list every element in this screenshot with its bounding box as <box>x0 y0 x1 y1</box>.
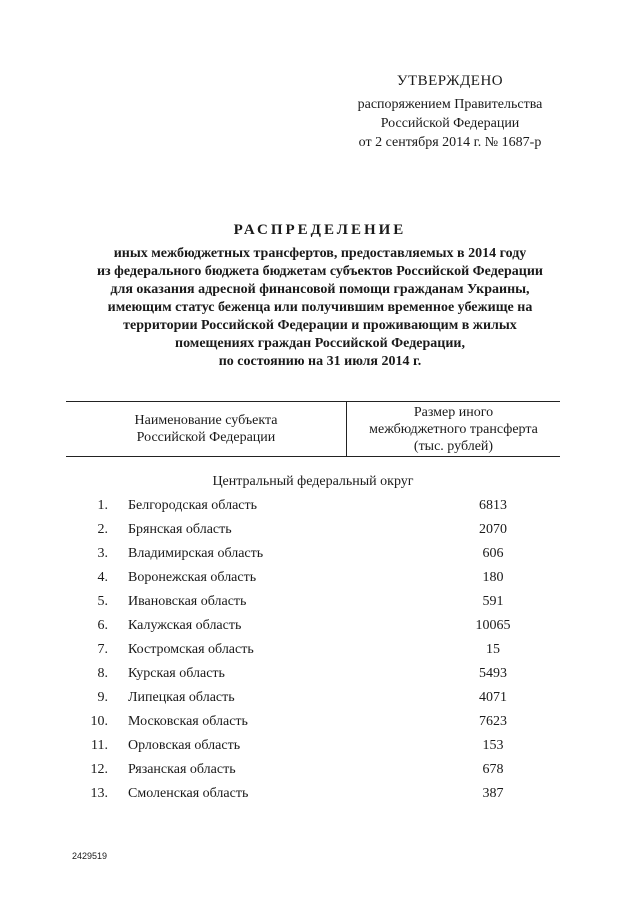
row-region-name: Рязанская область <box>128 762 236 777</box>
column-header-name: Наименование субъекта Российской Федерации <box>66 402 347 456</box>
row-transfer-value: 153 <box>482 738 504 753</box>
row-number: 12. <box>90 762 108 777</box>
table-row <box>66 590 560 614</box>
table-row <box>66 662 560 686</box>
table-header <box>66 401 560 457</box>
row-transfer-value: 606 <box>482 546 504 561</box>
row-transfer-value: 180 <box>482 570 504 585</box>
table-row <box>66 614 560 638</box>
table-row <box>66 638 560 662</box>
row-region-name: Костромская область <box>128 642 254 657</box>
row-number: 7. <box>97 642 108 657</box>
table-row <box>66 782 560 806</box>
approval-line-2: Российской Федерации <box>380 116 520 131</box>
table-row <box>66 686 560 710</box>
row-transfer-value: 7623 <box>479 714 507 729</box>
column-header-value: Размер иного межбюджетного трансферта (тыс. рублей) <box>369 404 538 454</box>
table-row <box>66 494 560 518</box>
row-region-name: Владимирская область <box>128 546 264 561</box>
row-number: 6. <box>97 618 108 633</box>
table-row <box>66 542 560 566</box>
document-heading <box>40 222 600 371</box>
row-number: 3. <box>97 546 108 561</box>
row-transfer-value: 4071 <box>479 690 507 705</box>
approval-block <box>330 72 570 152</box>
row-number: 10. <box>90 714 108 729</box>
table-body <box>66 494 560 806</box>
table-row <box>66 566 560 590</box>
row-number: 1. <box>97 498 108 513</box>
row-transfer-value: 591 <box>482 594 504 609</box>
row-number: 5. <box>97 594 108 609</box>
approval-line-3: от 2 сентября 2014 г. № 1687-р <box>358 135 542 150</box>
row-transfer-value: 10065 <box>475 618 511 633</box>
row-number: 4. <box>97 570 108 585</box>
document-subtitle: иных межбюджетных трансфертов, предоставляемых в 2014 году из федерального бюджета бюджетам субъектов Российской Федерации для оказания адресной финансовой помощи гражданам Украины, имеющим статус беженца или получившим временное убежище на территории Российской Федерации и проживающим в жилых помещениях граждан Российской Федерации, по состоянию на 31 июля 2014 г. <box>96 246 543 369</box>
row-region-name: Ивановская область <box>128 594 247 609</box>
row-number: 13. <box>90 786 108 801</box>
document-title: РАСПРЕДЕЛЕНИЕ <box>233 222 407 238</box>
row-region-name: Брянская область <box>128 522 232 537</box>
document-code: 2429519 <box>72 851 108 861</box>
row-region-name: Московская область <box>128 714 248 729</box>
row-region-name: Белгородская область <box>128 498 258 513</box>
row-number: 8. <box>97 666 108 681</box>
row-number: 11. <box>91 738 108 753</box>
row-transfer-value: 5493 <box>479 666 507 681</box>
table-row <box>66 518 560 542</box>
approval-line-1: распоряжением Правительства <box>357 97 543 112</box>
row-region-name: Орловская область <box>128 738 241 753</box>
row-number: 9. <box>97 690 108 705</box>
row-transfer-value: 2070 <box>479 522 507 537</box>
row-region-name: Калужская область <box>128 618 242 633</box>
table-row <box>66 734 560 758</box>
row-region-name: Липецкая область <box>128 690 235 705</box>
approved-label: УТВЕРЖДЕНО <box>396 73 504 89</box>
district-heading: Центральный федеральный округ <box>212 474 414 489</box>
row-transfer-value: 678 <box>482 762 504 777</box>
row-number: 2. <box>97 522 108 537</box>
row-region-name: Смоленская область <box>128 786 249 801</box>
table-row <box>66 710 560 734</box>
table-row <box>66 758 560 782</box>
row-transfer-value: 6813 <box>479 498 507 513</box>
row-transfer-value: 387 <box>482 786 504 801</box>
row-region-name: Воронежская область <box>128 570 257 585</box>
row-region-name: Курская область <box>128 666 225 681</box>
row-transfer-value: 15 <box>486 642 500 657</box>
